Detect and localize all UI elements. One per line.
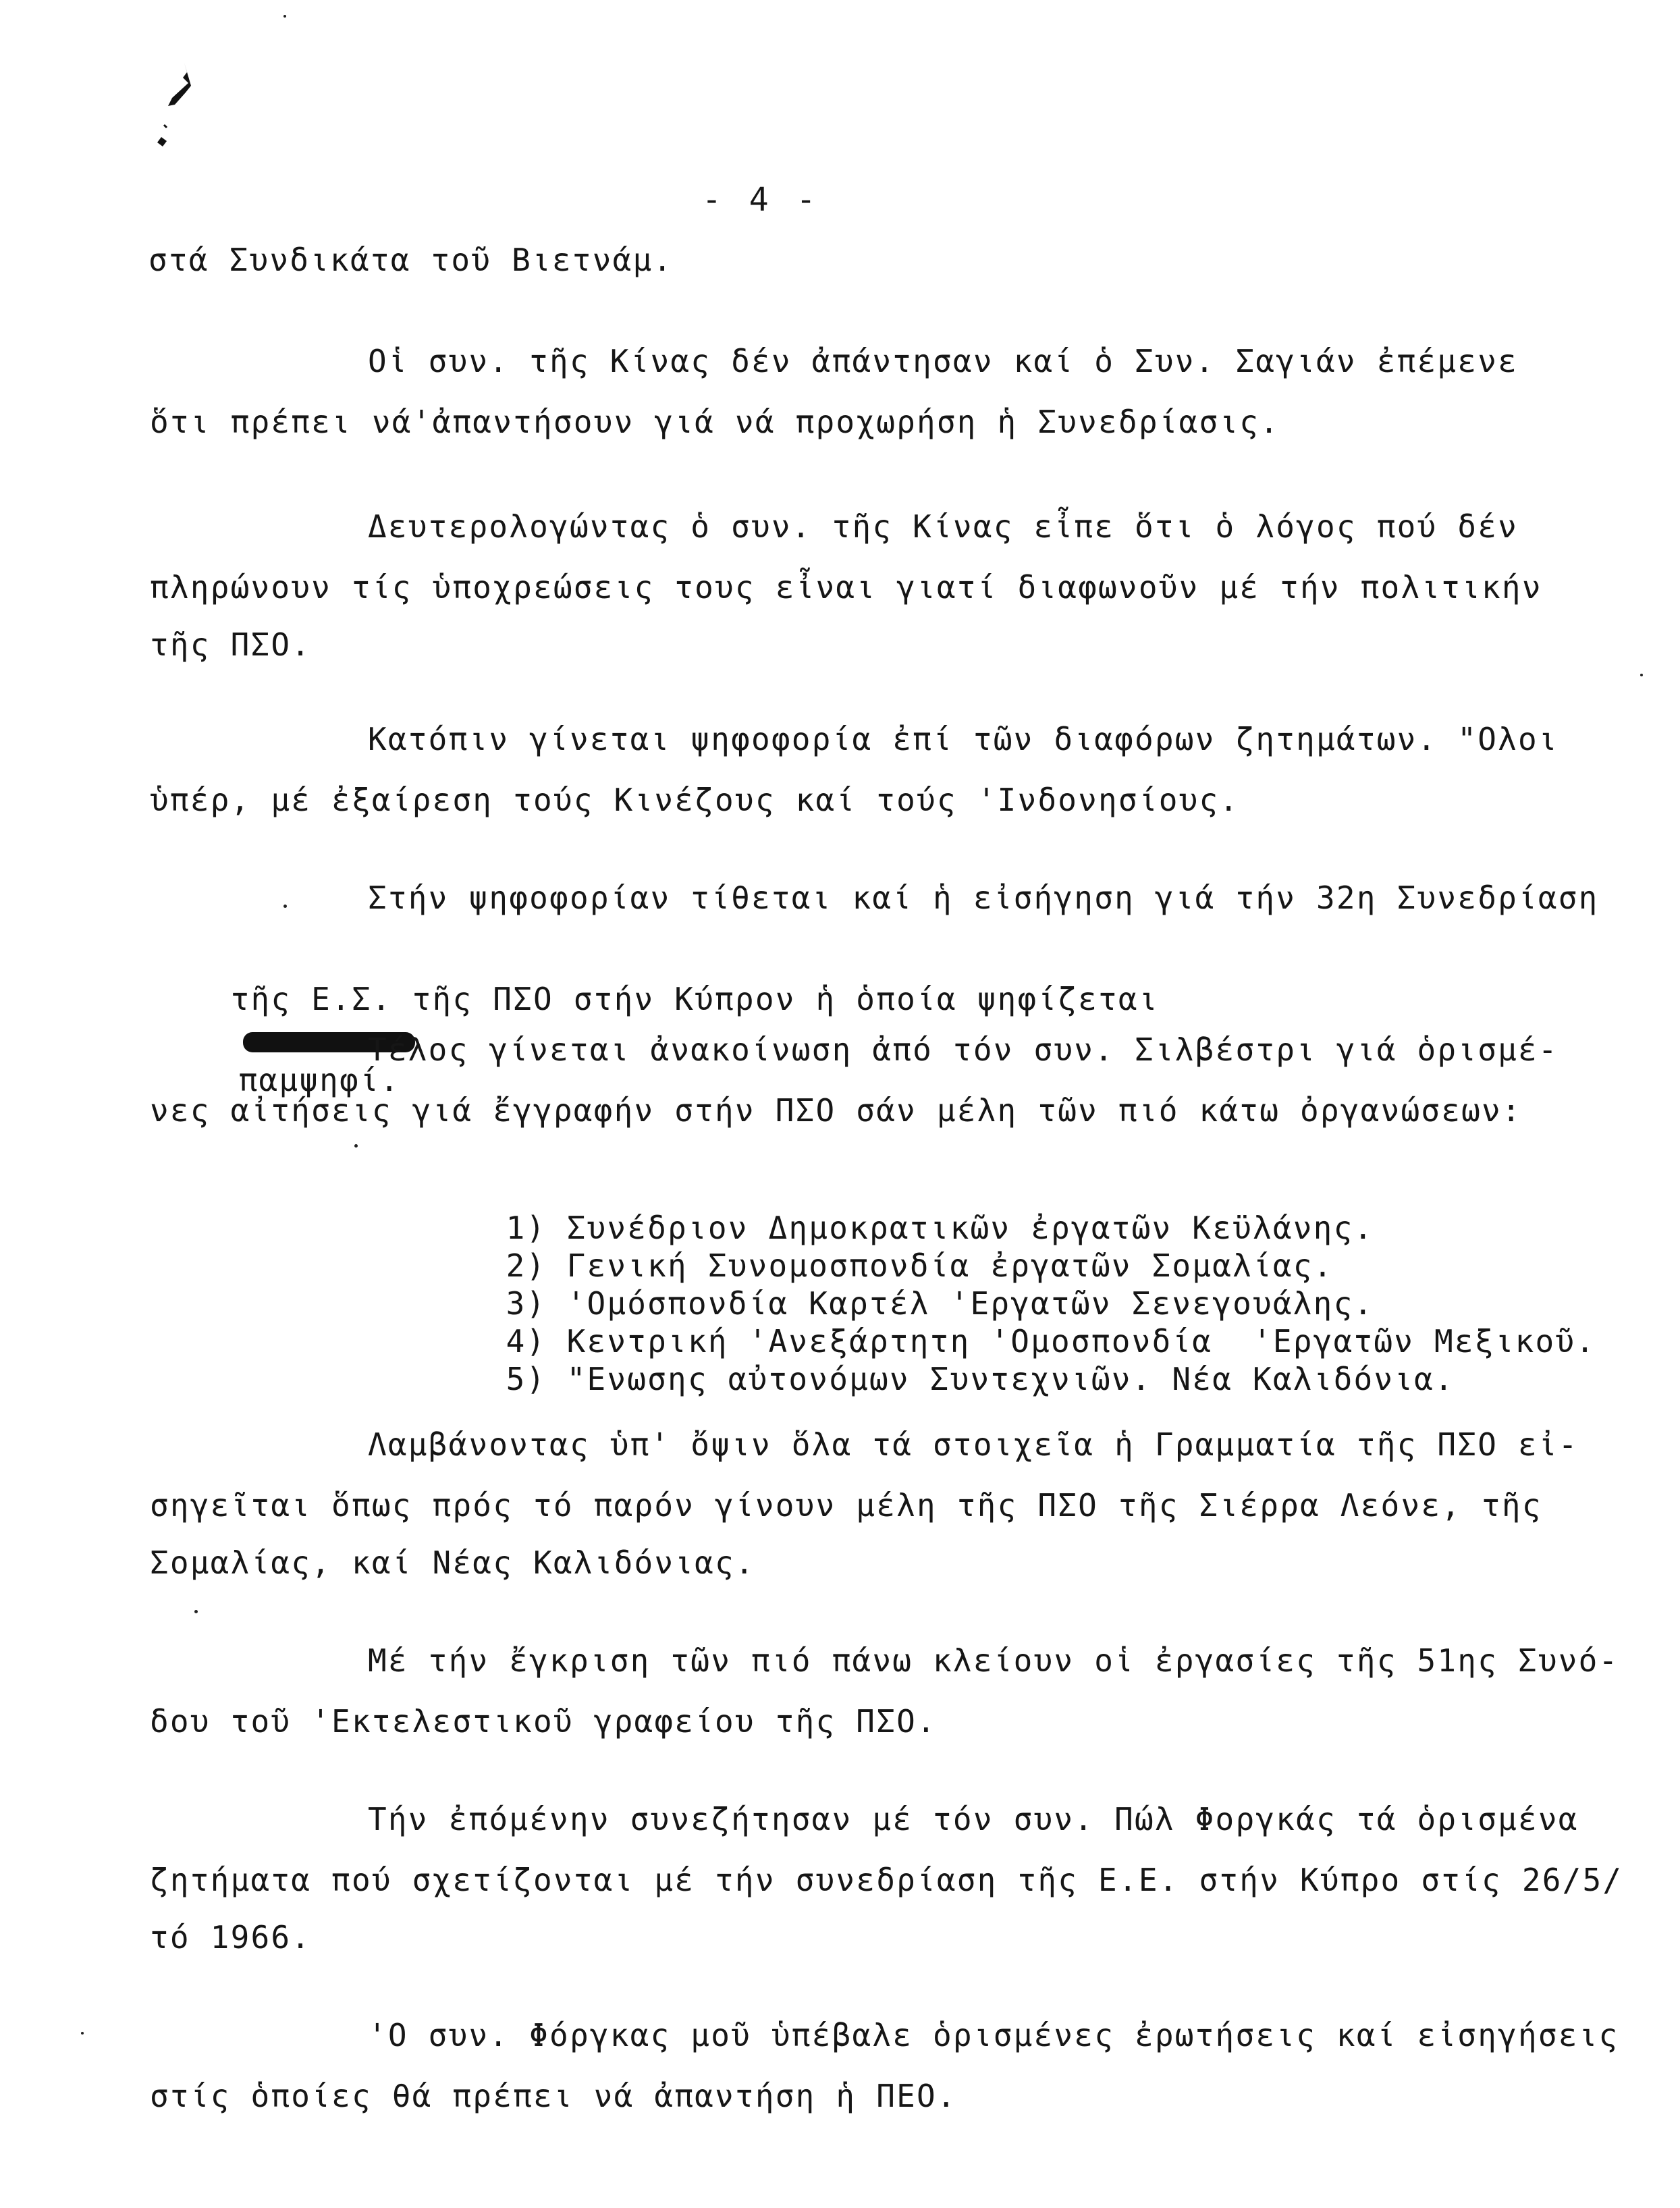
paragraph-line: σηγεῖται ὅπως πρός τό παρόν γίνουν μέλη τῆς ΠΣΟ τῆς Σιέρρα Λεόνε, τῆς: [150, 1487, 1542, 1524]
list-text: Συνέδριον Δημοκρατικῶν ἐργατῶν Κεϋλάνης.: [566, 1210, 1374, 1246]
list-number: 3): [506, 1285, 547, 1322]
list-text: "Ενωσης αὐτονόμων Συντεχνιῶν. Νέα Καλιδόνια.: [566, 1361, 1455, 1397]
list-text: 'Ομόσπονδία Καρτέλ 'Εργατῶν Σενεγουάλης.: [566, 1285, 1374, 1322]
paragraph-line: Στήν ψηφοφορίαν τίθεται καί ἡ εἰσήγηση γιά τήν 32η Συνεδρίαση: [368, 880, 1599, 916]
ink-speck: [1640, 674, 1643, 676]
paragraph-line: ὅτι πρέπει νά'ἀπαντήσουν γιά νά προχωρήση ἡ Συνεδρίασις.: [150, 404, 1280, 440]
ink-mark: [152, 57, 199, 159]
ink-speck: [283, 905, 287, 908]
ink-speck: [283, 15, 286, 18]
list-number: 5): [506, 1361, 547, 1397]
paragraph-line: πληρώνουν τίς ὑποχρεώσεις τους εἶναι γιατί διαφωνοῦν μέ τήν πολιτικήν: [150, 569, 1542, 605]
ink-speck: [81, 2032, 84, 2035]
paragraph-line: στά Συνδικάτα τοῦ Βιετνάμ.: [148, 242, 674, 278]
paragraph-line: στίς ὁποίες θά πρέπει νά ἀπαντήση ἡ ΠΕΟ.: [150, 2078, 957, 2114]
ink-speck: [354, 1144, 358, 1148]
paragraph-line: Λαμβάνοντας ὑπ' ὄψιν ὅλα τά στοιχεῖα ἡ Γραμματία τῆς ΠΣΟ εἰ-: [368, 1426, 1579, 1463]
ink-speck: [194, 1610, 198, 1613]
list-text: Γενική Συνομοσπονδία ἐργατῶν Σομαλίας.: [566, 1247, 1334, 1284]
paragraph-line: Κατόπιν γίνεται ψηφοφορία ἐπί τῶν διαφόρων ζητημάτων. "Ολοι: [368, 721, 1559, 757]
paragraph-line: Τέλος γίνεται ἀνακοίνωση ἀπό τόν συν. Σιλβέστρι γιά ὁρισμέ-: [368, 1031, 1559, 1068]
list-number: 1): [506, 1210, 547, 1246]
paragraph-line: δου τοῦ 'Εκτελεστικοῦ γραφείου τῆς ΠΣΟ.: [150, 1703, 937, 1740]
paragraph-line: τό 1966.: [150, 1919, 312, 1956]
paragraph-line: Οἱ συν. τῆς Κίνας δέν ἀπάντησαν καί ὁ Συν. Σαγιάν ἐπέμενε: [368, 343, 1518, 379]
paragraph-line: Δευτερολογώντας ὁ συν. τῆς Κίνας εἶπε ὅτι ὁ λόγος πού δέν: [368, 508, 1518, 545]
paragraph-line: τῆς ΠΣΟ.: [150, 626, 312, 663]
paragraph-line: Σομαλίας, καί Νέας Καλιδόνιας.: [150, 1544, 755, 1581]
paragraph-line: 'Ο συν. Φόργκας μοῦ ὑπέβαλε ὁρισμένες ἐρωτήσεις καί εἰσηγήσεις: [368, 2017, 1619, 2053]
paragraph-text: παμψηφί.: [238, 1062, 400, 1098]
paragraph-line: νες αἰτήσεις γιά ἔγγραφήν στήν ΠΣΟ σάν μέλη τῶν πιό κάτω ὀργανώσεων:: [150, 1092, 1522, 1129]
paragraph-line: ζητήματα πού σχετίζονται μέ τήν συνεδρίαση τῆς Ε.Ε. στήν Κύπρο στίς 26/5/: [150, 1862, 1623, 1898]
list-number: 4): [506, 1323, 547, 1359]
paragraph-line: Μέ τήν ἔγκριση τῶν πιό πάνω κλείουν οἱ ἐργασίες τῆς 51ης Συνό-: [368, 1642, 1619, 1679]
paragraph-line: Τήν ἐπόμένην συνεζήτησαν μέ τόν συν. Πώλ Φοργκάς τά ὁρισμένα: [368, 1801, 1579, 1837]
list-number: 2): [506, 1247, 547, 1284]
paragraph-line: ὑπέρ, μέ ἐξαίρεση τούς Κινέζους καί τούς 'Ινδονησίους.: [150, 782, 1240, 818]
page-number: - 4 -: [702, 181, 820, 219]
list-text: Κεντρική 'Ανεξάρτητη 'Ομοσπονδία 'Εργατῶν Μεξικοῦ.: [566, 1323, 1596, 1359]
list-item: [425, 1322, 1455, 1436]
paragraph-text: τῆς Ε.Σ. τῆς ΠΣΟ στήν Κύπρον ἡ ὁποία ψηφίζεται: [230, 981, 1159, 1017]
